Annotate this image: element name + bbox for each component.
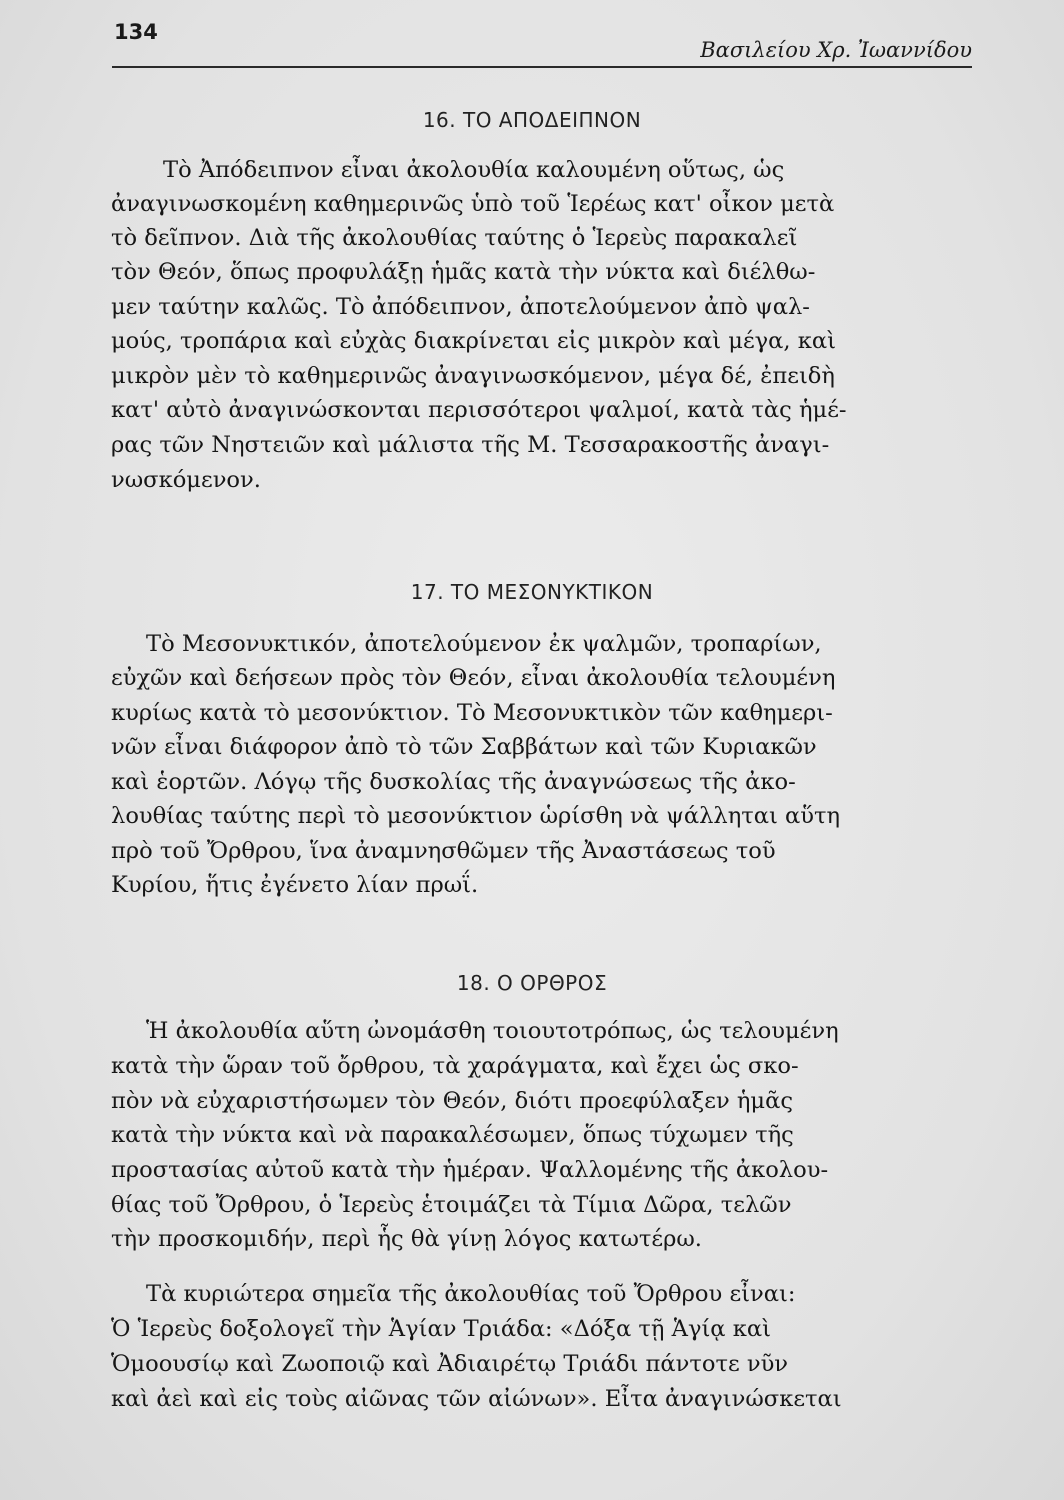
page-header — [112, 14, 972, 74]
text-line: τὴν προσκομιδήν, περὶ ἧς θὰ γίνῃ λόγος κατωτέρω. — [111, 1226, 702, 1252]
text-line: Ὁμοουσίῳ καὶ Ζωοποιῷ καὶ Ἀδιαιρέτῳ Τριάδι πάντοτε νῦν — [111, 1351, 789, 1377]
text-line: κατὰ τὴν νύκτα καὶ νὰ παρακαλέσωμεν, ὅπως τύχωμεν τῆς — [111, 1122, 794, 1148]
text-line: τὸν Θεόν, ὅπως προφυλάξῃ ἡμᾶς κατὰ τὴν νύκτα καὶ διέλθω- — [111, 259, 816, 285]
running-head: Βασιλείου Χρ. Ἰωαννίδου — [700, 38, 972, 62]
header-rule — [112, 66, 972, 68]
section-heading: 16. ΤΟ ΑΠΟΔΕΙΠΝΟΝ — [422, 108, 642, 132]
text-line: καὶ ἀεὶ καὶ εἰς τοὺς αἰῶνας τῶν αἰώνων». Εἶτα ἀναγινώσκεται — [111, 1386, 842, 1412]
section-heading: 18. Ο ΟΡΘΡΟΣ — [456, 971, 608, 995]
page-number: 134 — [114, 20, 158, 44]
text-line: λουθίας ταύτης περὶ τὸ μεσονύκτιον ὡρίσθη νὰ ψάλληται αὕτη — [111, 803, 841, 829]
text-line: πὸν νὰ εὐχαριστήσωμεν τὸν Θεόν, διότι προεφύλαξεν ἡμᾶς — [111, 1088, 794, 1114]
text-line: θίας τοῦ Ὄρθρου, ὁ Ἱερεὺς ἑτοιμάζει τὰ Τίμια Δῶρα, τελῶν — [111, 1192, 792, 1218]
text-line: μεν ταύτην καλῶς. Τὸ ἀπόδειπνον, ἀποτελούμενον ἀπὸ ψαλ- — [111, 294, 810, 320]
text-line: ρας τῶν Νηστειῶν καὶ μάλιστα τῆς Μ. Τεσσαρακοστῆς ἀναγι- — [111, 432, 830, 458]
text-line: νῶν εἶναι διάφορον ἀπὸ τὸ τῶν Σαββάτων καὶ τῶν Κυριακῶν — [111, 734, 817, 760]
text-line: ἀναγινωσκομένη καθημερινῶς ὑπὸ τοῦ Ἱερέως κατ' οἶκον μετὰ — [111, 191, 835, 217]
section-heading: 17. ΤΟ ΜΕΣΟΝΥΚΤΙΚΟΝ — [410, 580, 654, 604]
text-line: Ἡ ἀκολουθία αὕτη ὠνομάσθη τοιουτοτρόπως, ὡς τελουμένη — [146, 1018, 839, 1044]
text-line: Ὁ Ἱερεὺς δοξολογεῖ τὴν Ἁγίαν Τριάδα: «Δόξα τῇ Ἁγίᾳ καὶ — [111, 1316, 771, 1342]
text-line: Τὸ Μεσονυκτικόν, ἀποτελούμενον ἐκ ψαλμῶν, τροπαρίων, — [146, 631, 822, 657]
text-line: Τὰ κυριώτερα σημεῖα τῆς ἀκολουθίας τοῦ Ὄρθρου εἶναι: — [146, 1281, 796, 1307]
text-line: τὸ δεῖπνον. Διὰ τῆς ἀκολουθίας ταύτης ὁ Ἱερεὺς παρακαλεῖ — [111, 225, 798, 251]
text-line: προστασίας αὐτοῦ κατὰ τὴν ἡμέραν. Ψαλλομένης τῆς ἀκολου- — [111, 1157, 829, 1183]
text-line: πρὸ τοῦ Ὄρθρου, ἵνα ἀναμνησθῶμεν τῆς Ἀναστάσεως τοῦ — [111, 838, 776, 864]
text-line: εὐχῶν καὶ δεήσεων πρὸς τὸν Θεόν, εἶναι ἀκολουθία τελουμένη — [111, 665, 836, 691]
text-line: κατὰ τὴν ὥραν τοῦ ὄρθρου, τὰ χαράγματα, καὶ ἔχει ὡς σκο- — [111, 1053, 799, 1079]
text-line: Κυρίου, ἥτις ἐγένετο λίαν πρωΐ. — [111, 872, 479, 898]
text-line: κυρίως κατὰ τὸ μεσονύκτιον. Τὸ Μεσονυκτικὸν τῶν καθημερι- — [111, 700, 833, 726]
text-line: καὶ ἑορτῶν. Λόγῳ τῆς δυσκολίας τῆς ἀναγνώσεως τῆς ἀκο- — [111, 769, 796, 795]
text-line: μικρὸν μὲν τὸ καθημερινῶς ἀναγινωσκόμενον, μέγα δέ, ἐπειδὴ — [111, 363, 835, 389]
text-line: κατ' αὐτὸ ἀναγινώσκονται περισσότεροι ψαλμοί, κατὰ τὰς ἡμέ- — [111, 397, 847, 423]
text-line: μούς, τροπάρια καὶ εὐχὰς διακρίνεται εἰς μικρὸν καὶ μέγα, καὶ — [111, 328, 837, 354]
text-line: νωσκόμενον. — [111, 467, 261, 493]
text-line: Τὸ Ἀπόδειπνον εἶναι ἀκολουθία καλουμένη οὕτως, ὡς — [163, 157, 785, 183]
